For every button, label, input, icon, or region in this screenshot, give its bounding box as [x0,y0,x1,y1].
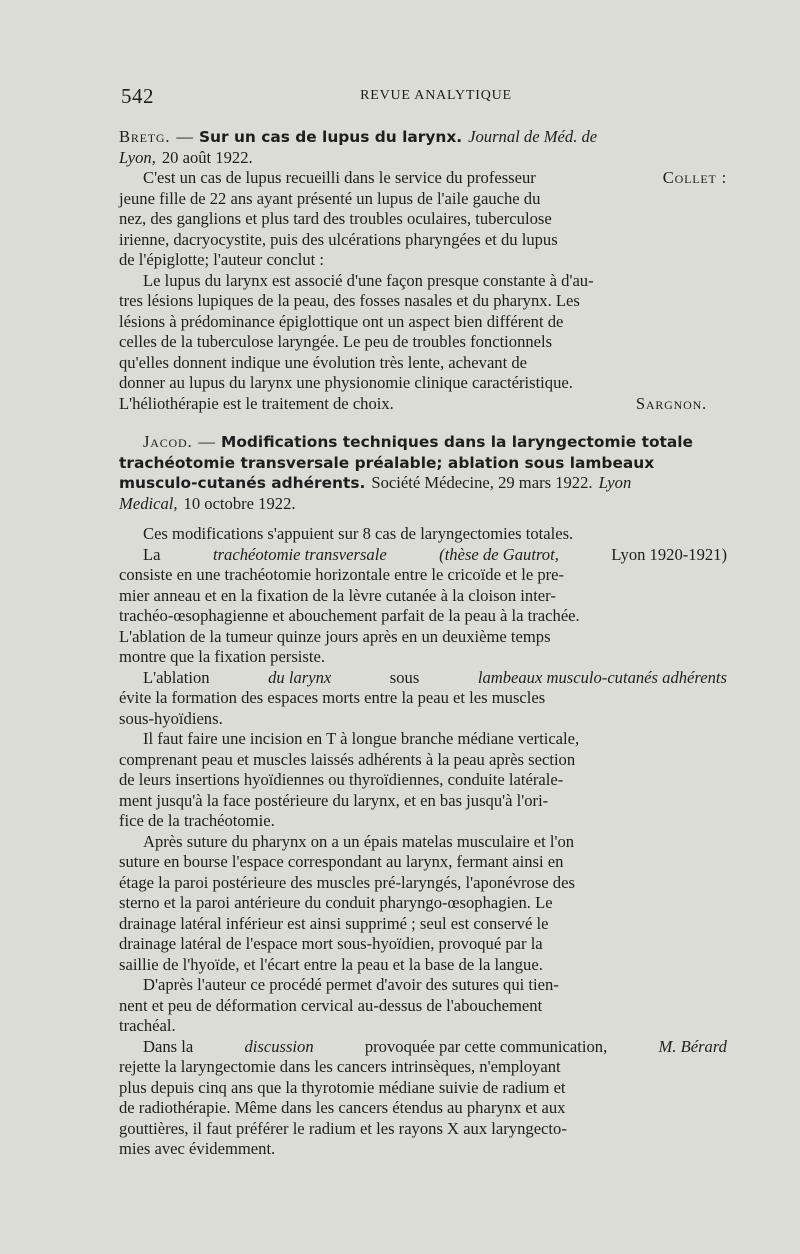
reviewer-signature: Sargnon. [635,393,707,413]
article-heading-line [119,432,727,453]
dash: — [176,127,193,146]
text-emphasis: discussion [244,1036,314,1056]
article-lupus-larynx [119,127,727,414]
text-line: saillie de l'hyoïde, et l'écart entre la peau et la base de la langue. [119,954,543,974]
dash: — [198,432,216,451]
publication-date: 10 octobre 1922. [183,493,296,513]
text-line: rejette la laryngectomie dans les cancers intrinsèques, n'employant [119,1057,561,1076]
text-segment: provoquée par cette communication, [364,1036,608,1056]
text-line: jeune fille de 22 ans ayant présenté un lupus de l'aile gauche du [119,188,541,208]
running-title: REVUE ANALYTIQUE [360,88,512,103]
journal-city: Lyon, [119,147,156,167]
text-emphasis: (thèse de Gautrot, [439,544,559,564]
text-line: nez, des ganglions et plus tard des troubles oculaires, tuberculose [119,209,552,228]
text-line [119,545,727,566]
article-title-line [119,473,727,494]
text-segment: La [143,544,161,564]
person-name: M. Bérard [658,1036,727,1056]
text-line: mier anneau et en la fixation de la lèvre cutanée à la cloison inter- [119,585,556,605]
article-laryngectomie [119,432,727,1160]
text-segment: C'est un cas de lupus recueilli dans le service du professeur [143,168,536,187]
article-title: Modifications techniques dans la laryngectomie totale [221,433,693,451]
text-emphasis: trachéotomie transversale [212,544,387,564]
text-line: celles de la tuberculose laryngée. Le peu de troubles fonctionnels [119,332,553,351]
text-line: Il faut faire une incision en T à longue branche médiane verticale, [143,729,580,748]
publication-date: 20 août 1922. [161,147,253,167]
text-line: consiste en une trachéotomie horizontale entre le cricoïde et le pre- [119,565,565,584]
text-segment: sous [389,667,420,687]
text-line: trachéo-œsophagienne et abouchement parfait de la peau à la trachée. [119,606,580,625]
text-line: montre que la fixation persiste. [119,647,325,666]
text-line: comprenant peau et muscles laissés adhérents à la peau après section [119,749,576,769]
publication-source: Société Médecine, 29 mars 1922. [371,473,593,492]
text-line: nent et peu de déformation cervical au-dessus de l'abouchement [119,995,543,1015]
text-segment: L'ablation [143,667,210,687]
article-title-line [119,453,727,474]
text-line: de radiothérapie. Même dans les cancers étendus au pharynx et aux [119,1098,566,1117]
text-line [119,394,727,415]
author-name: Jacod. [143,432,193,451]
article-title: Sur un cas de lupus du larynx. [198,128,463,146]
text-line: irienne, dacryocystite, puis des ulcérations pharyngées et du lupus [119,229,558,249]
text-line: de leurs insertions hyoïdiennes ou thyroïdiennes, conduite latérale- [119,770,564,789]
text-line: mies avec évidemment. [119,1139,276,1158]
page-header [121,84,727,108]
text-line: évite la formation des espaces morts entre la peau et les muscles [119,688,546,707]
text-segment: Lyon 1920-1921) [611,544,727,564]
page-number: 542 [121,84,154,108]
text-line: étage la paroi postérieure des muscles pré-laryngés, l'aponévrose des [119,872,575,892]
text-line: L'ablation de la tumeur quinze jours après en un deuxième temps [119,626,551,646]
text-line [119,168,727,189]
article-source-line [119,494,727,515]
text-line: qu'elles donnent indique une évolution très lente, achevant de [119,352,528,372]
text-line: ment jusqu'à la face postérieure du larynx, et en bas jusqu'à l'ori- [119,790,549,810]
text-line: sterno et la paroi antérieure du conduit pharyngo-œsophagien. Le [119,893,553,912]
text-line: Ces modifications s'appuient sur 8 cas de laryngectomies totales. [143,524,574,543]
author-name: Bretg. [119,127,171,146]
text-line: Le lupus du larynx est associé d'une façon presque constante à d'au- [143,270,594,290]
article-source-line [119,148,727,169]
text-line: D'après l'auteur ce procédé permet d'avoir des sutures qui tien- [143,975,559,994]
text-line: suture en bourse l'espace correspondant au larynx, fermant ainsi en [119,852,564,871]
text-line: drainage latéral de l'espace mort sous-hyoïdien, provoqué par la [119,934,543,953]
text-line [119,668,727,689]
text-emphasis: du larynx [268,667,332,687]
text-line: de l'épiglotte; l'auteur conclut : [119,250,325,269]
text-emphasis: lambeaux musculo-cutanés adhérents [477,667,727,687]
article-title: musculo-cutanés adhérents. [119,474,366,492]
text-line: plus depuis cinq ans que la thyrotomie médiane suivie de radium et [119,1077,566,1097]
text-line: Après suture du pharynx on a un épais matelas musculaire et l'on [143,831,575,851]
text-line: donner au lupus du larynx une physionomie clinique caractéristique. [119,373,573,392]
text-line: lésions à prédominance épiglottique ont un aspect bien différent de [119,311,564,331]
journal-name: Journal de Méd. de [468,127,598,146]
article-heading-line [119,127,727,148]
text-line: gouttières, il faut préférer le radium et les rayons X aux laryngecto- [119,1118,567,1138]
text-line: sous-hyoïdiens. [119,708,223,728]
journal-name: Medical, [119,493,178,513]
text-line: fice de la trachéotomie. [119,811,275,830]
text-line: trachéal. [119,1016,176,1035]
text-segment: L'héliothérapie est le traitement de choix. [119,393,394,413]
text-line: tres lésions lupiques de la peau, des fosses nasales et du pharynx. Les [119,291,580,310]
text-segment: Dans la [143,1036,194,1056]
text-line: drainage latéral inférieur est ainsi supprimé ; seul est conservé le [119,913,549,933]
person-name: Collet : [662,168,727,187]
article-title: trachéotomie transversale préalable; ablation sous lambeaux [119,453,655,472]
text-line [119,1037,727,1058]
journal-name: Lyon [598,473,632,492]
